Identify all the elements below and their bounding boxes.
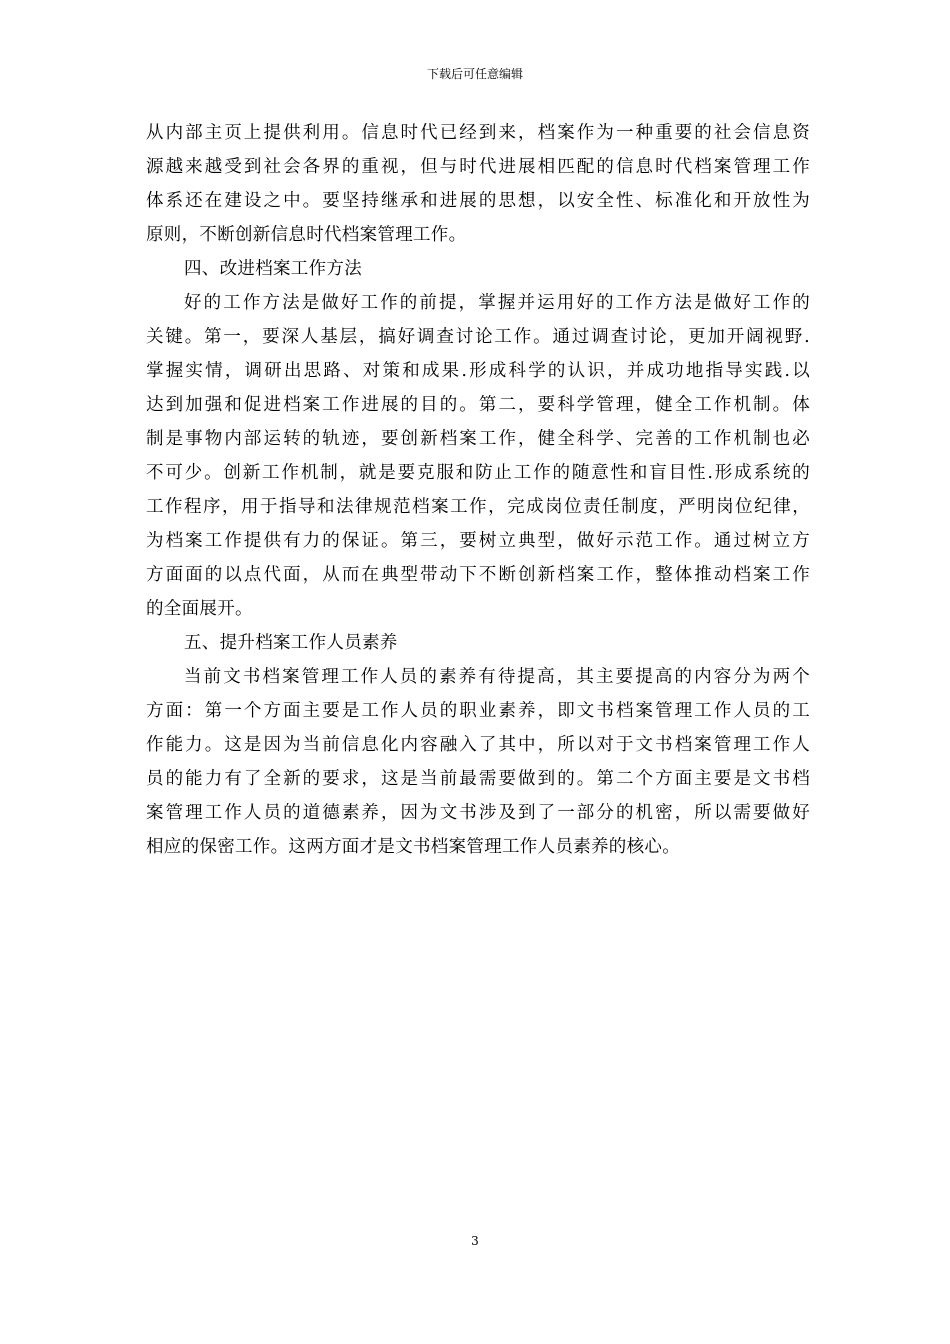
document-body	[146, 116, 810, 864]
heading-text: 四、改进档案工作方法	[184, 259, 362, 279]
page-number-text: 3	[471, 1234, 479, 1248]
page-number	[0, 1233, 950, 1249]
text-line: 原则，不断创新信息时代档案管理工作。	[146, 225, 467, 245]
section-heading	[146, 626, 810, 660]
text-line: 方面面的以点代面，从而在典型带动下不断创新档案工作，整体推动档案工作	[146, 565, 810, 585]
text-line: 的全面展开。	[146, 599, 253, 619]
text-line: 源越来越受到社会各界的重视，但与时代进展相匹配的信息时代档案管理工作	[146, 157, 810, 177]
text-line: 为档案工作提供有力的保证。第三，要树立典型，做好示范工作。通过树立方	[146, 531, 810, 551]
paragraph	[146, 116, 810, 252]
header-text: 下载后可任意编辑	[426, 67, 523, 81]
text-line: 不可少。创新工作机制，就是要克服和防止工作的随意性和盲目性.形成系统的	[146, 463, 810, 483]
text-line: 掌握实情，调研出思路、对策和成果.形成科学的认识，并成功地指导实践.以	[146, 361, 810, 381]
text-line: 关键。第一，要深人基层，搞好调查讨论工作。通过调查讨论，更加开阔视野.	[146, 327, 810, 347]
text-line: 相应的保密工作。这两方面才是文书档案管理工作人员素养的核心。	[146, 837, 680, 857]
text-line: 工作程序，用于指导和法律规范档案工作，完成岗位责任制度，严明岗位纪律，	[146, 497, 810, 517]
text-line: 作能力。这是因为当前信息化内容融入了其中，所以对于文书档案管理工作人	[146, 735, 810, 755]
text-line: 员的能力有了全新的要求，这是当前最需要做到的。第二个方面主要是文书档	[146, 769, 810, 789]
text-line: 方面：第一个方面主要是工作人员的职业素养，即文书档案管理工作人员的工	[146, 701, 810, 721]
text-line: 体系还在建设之中。要坚持继承和进展的思想，以安全性、标准化和开放性为	[146, 191, 810, 211]
text-line: 从内部主页上提供利用。信息时代已经到来，档案作为一种重要的社会信息资	[146, 123, 810, 143]
text-line: 案管理工作人员的道德素养，因为文书涉及到了一部分的机密，所以需要做好	[146, 803, 810, 823]
text-line: 达到加强和促进档案工作进展的目的。第二，要科学管理，健全工作机制。体	[146, 395, 810, 415]
section-heading	[146, 252, 810, 286]
text-line: 制是事物内部运转的轨迹，要创新档案工作，健全科学、完善的工作机制也必	[146, 429, 810, 449]
heading-text: 五、提升档案工作人员素养	[184, 633, 398, 653]
paragraph	[146, 660, 810, 864]
text-line: 好的工作方法是做好工作的前提，掌握并运用好的工作方法是做好工作的	[184, 293, 810, 313]
text-line: 当前文书档案管理工作人员的素养有待提高，其主要提高的内容分为两个	[184, 667, 810, 687]
paragraph	[146, 286, 810, 626]
page-header	[0, 66, 950, 82]
